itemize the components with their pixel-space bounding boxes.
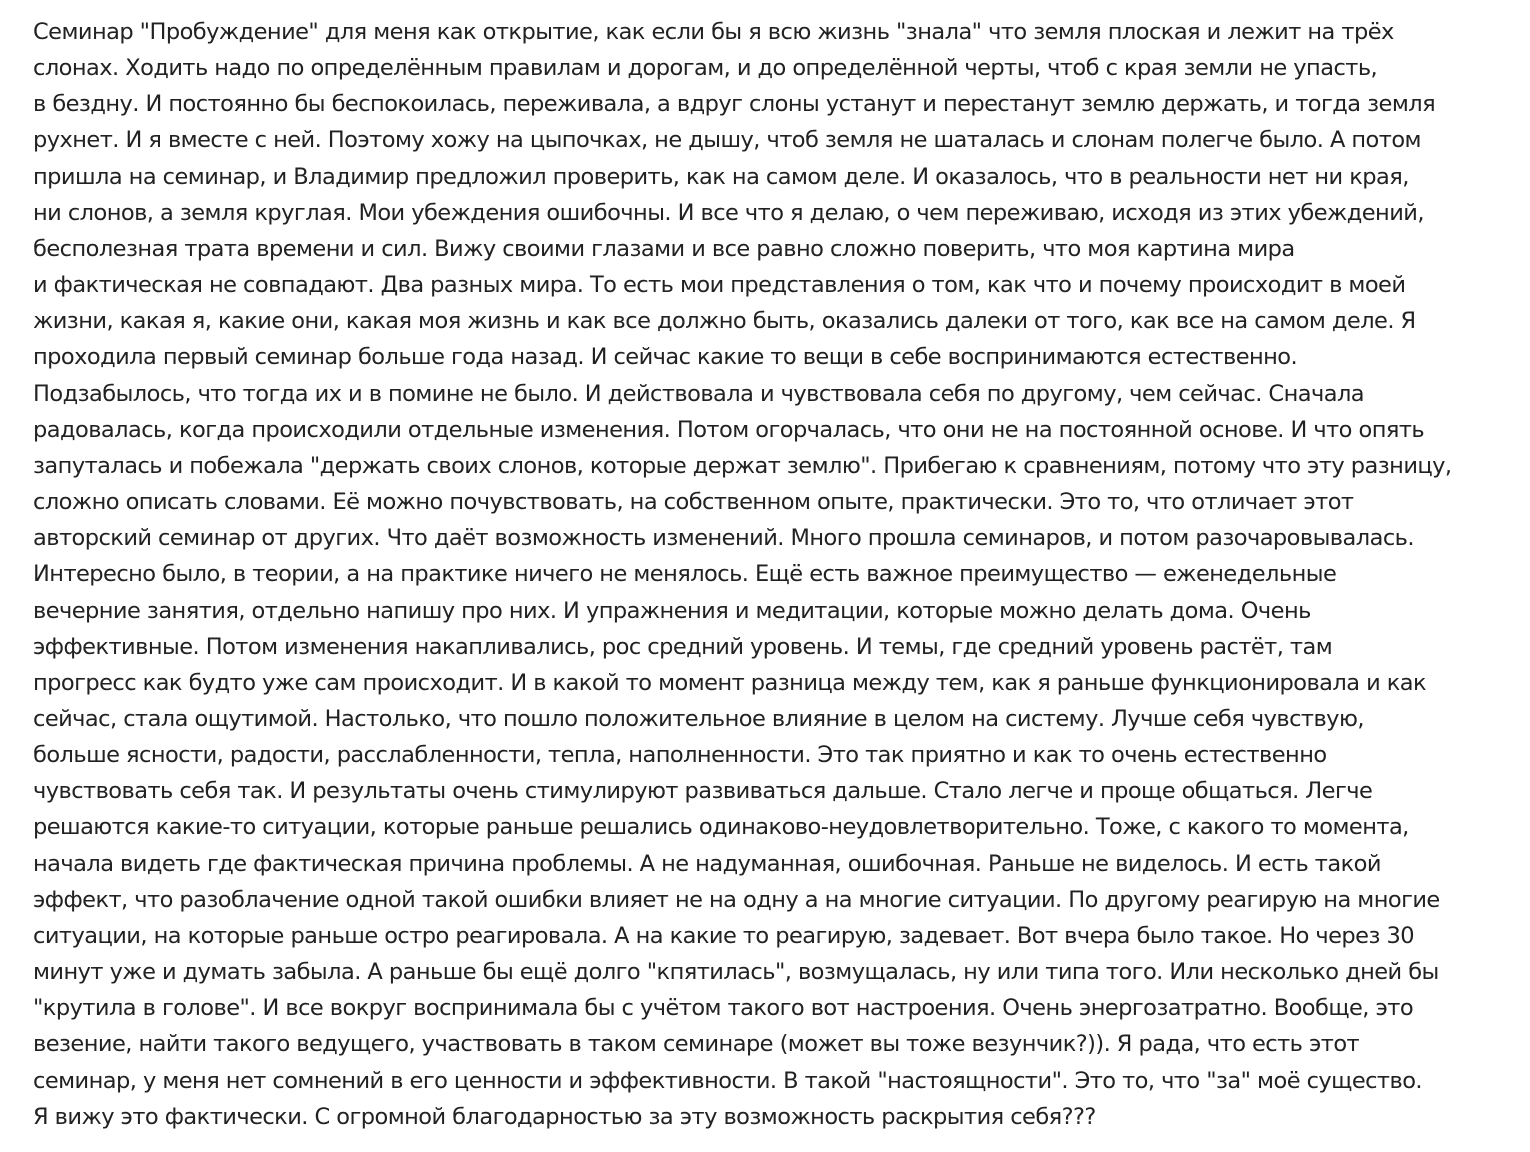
text-line: прогресс как будто уже сам происходит. И в какой то момент разница между тем, как я раньше функционировала и как: [33, 669, 1427, 696]
text-line: Подзабылось, что тогда их и в помине не было. И действовала и чувствовала себя по другому, чем сейчас. Сначала: [33, 380, 1365, 407]
text-line: Семинар "Пробуждение" для меня как открытие, как если бы я всю жизнь "знала" что земля плоская и лежит на трёх: [33, 19, 1394, 45]
text-line: запуталась и побежала "держать своих слонов, которые держат землю". Прибегаю к сравнениям, потому что эту разницу,: [33, 452, 1452, 479]
text-line: сложно описать словами. Её можно почувствовать, на собственном опыте, практически. Это то, что отличает этот: [33, 489, 1354, 516]
text-line: рухнет. И я вместе с ней. Поэтому хожу на цыпочках, не дышу, чтоб земля не шаталась и слонам полегче было. А потом: [33, 127, 1421, 154]
text-line: сейчас, стала ощутимой. Настолько, что пошло положительное влияние в целом на систему. Лучше себя чувствую,: [33, 705, 1364, 732]
text-line: больше ясности, радости, расслабленности, тепла, наполненности. Это так приятно и как то очень естественно: [33, 742, 1327, 769]
text-line: "крутила в голове". И все вокруг воспринимала бы с учётом такого вот настроения. Очень энергозатратно. Вообще, это: [33, 995, 1414, 1022]
text-line: решаются какие-то ситуации, которые раньше решались одинаково-неудовлетворительно. Тоже, с какого то момента,: [33, 814, 1409, 841]
text-line: вечерние занятия, отдельно напишу про них. И упражнения и медитации, которые можно делать дома. Очень: [33, 597, 1311, 624]
text-line: радовалась, когда происходили отдельные изменения. Потом огорчалась, что они не на постоянной основе. И что опять: [33, 416, 1425, 443]
text-line: везение, найти такого ведущего, участвовать в таком семинаре (может вы тоже везунчик?)). Я рада, что есть этот: [33, 1031, 1360, 1058]
review-text: [33, 14, 1513, 1135]
text-line: жизни, какая я, какие они, какая моя жизнь и как все должно быть, оказались далеки от того, как все на самом деле. Я: [33, 308, 1416, 335]
text-line: эффективные. Потом изменения накапливались, рос средний уровень. И темы, где средний уровень растёт, там: [33, 633, 1333, 660]
text-line: Я вижу это фактически. С огромной благодарностью за эту возможность раскрытия себя???: [33, 1103, 1096, 1130]
text-line: ситуации, на которые раньше остро реагировала. А на какие то реагирую, задевает. Вот вчера было такое. Но через 30: [33, 922, 1415, 949]
text-line: семинар, у меня нет сомнений в его ценности и эффективности. В такой "настоящности". Это то, что "за" моё существо.: [33, 1067, 1423, 1094]
text-line: проходила первый семинар больше года назад. И сейчас какие то вещи в себе воспринимаются естественно.: [33, 344, 1298, 371]
text-line: эффект, что разоблачение одной такой ошибки влияет не на одну а на многие ситуации. По другому реагирую на многие: [33, 886, 1440, 913]
text-line: ни слонов, а земля круглая. Мои убеждения ошибочны. И все что я делаю, о чем переживаю, исходя из этих убеждений,: [33, 199, 1424, 226]
text-line: бесполезная трата времени и сил. Вижу своими глазами и все равно сложно поверить, что моя картина мира: [33, 235, 1295, 262]
text-line: минут уже и думать забыла. А раньше бы ещё долго "кпятилась", возмущалась, ну или типа того. Или несколько дней бы: [33, 959, 1439, 986]
text-line: слонах. Ходить надо по определённым правилам и дорогам, и до определённой черты, чтоб с края земли не упасть,: [33, 55, 1378, 82]
text-line: в бездну. И постоянно бы беспокоилась, переживала, а вдруг слоны устанут и перестанут землю держать, и тогда земля: [33, 91, 1436, 118]
text-line: начала видеть где фактическая причина проблемы. А не надуманная, ошибочная. Раньше не виделось. И есть такой: [33, 850, 1381, 877]
text-line: и фактическая не совпадают. Два разных мира. То есть мои представления о том, как что и почему происходит в моей: [33, 272, 1406, 299]
text-line: Интересно было, в теории, а на практике ничего не менялось. Ещё есть важное преимущество — еженедельные: [33, 561, 1337, 588]
text-line: пришла на семинар, и Владимир предложил проверить, как на самом деле. И оказалось, что в реальности нет ни края,: [33, 163, 1409, 190]
text-line: чувствовать себя так. И результаты очень стимулируют развиваться дальше. Стало легче и проще общаться. Легче: [33, 778, 1373, 805]
text-line: авторский семинар от других. Что даёт возможность изменений. Много прошла семинаров, и потом разочаровывалась.: [33, 525, 1414, 552]
